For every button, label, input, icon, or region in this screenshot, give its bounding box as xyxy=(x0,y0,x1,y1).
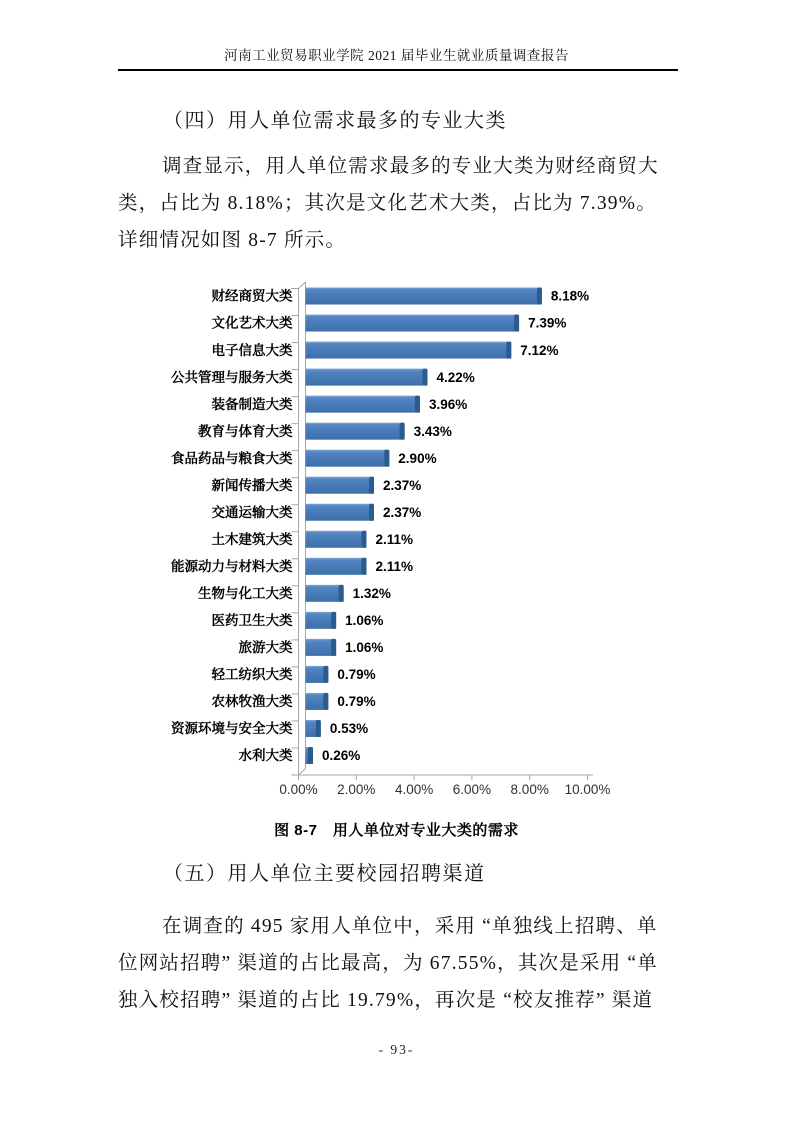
chart-category-label: 旅游大类 xyxy=(238,640,293,656)
chart-category-label: 农林牧渔大类 xyxy=(211,694,293,710)
header-rule xyxy=(118,69,678,71)
chart-value-label: 2.37% xyxy=(382,477,422,493)
chart-value-label: 1.06% xyxy=(345,613,384,629)
chart-x-tick-label: 10.00% xyxy=(564,782,611,797)
chart-bar-cap xyxy=(323,666,328,683)
chart-bar xyxy=(306,504,374,521)
chart-axis-top-depth xyxy=(299,282,306,289)
chart-category-label: 医药卫生大类 xyxy=(211,613,293,629)
chart-bar xyxy=(306,558,367,575)
chart-bar-cap xyxy=(323,693,328,710)
demand-chart-svg xyxy=(160,276,638,816)
chart-value-label: 0.26% xyxy=(322,748,361,764)
chart-bar xyxy=(306,585,344,602)
chart-value-label: 3.96% xyxy=(428,396,468,412)
chart-bar xyxy=(306,342,512,359)
chart-category-label: 电子信息大类 xyxy=(211,342,293,358)
chart-value-label: 0.79% xyxy=(337,694,376,710)
chart-category-label: 财经商贸大类 xyxy=(211,288,293,304)
chart-bar-cap xyxy=(331,639,336,656)
chart-category-label: 资源环境与安全大类 xyxy=(171,721,293,737)
chart-bar-cap xyxy=(384,450,389,467)
paragraph-line: 类，占比为 8.18%；其次是文化艺术大类，占比为 7.39%。 xyxy=(118,193,657,214)
demand-bar-chart xyxy=(160,276,638,816)
paragraph-line: 在调查的 495 家用人单位中，采用 “单独线上招聘、单 xyxy=(162,916,658,937)
chart-category-label: 土木建筑大类 xyxy=(211,531,293,547)
page-number: - 93- xyxy=(378,1042,415,1057)
chart-bar-cap xyxy=(400,423,405,440)
chart-x-tick-label: 0.00% xyxy=(279,782,318,797)
chart-bar xyxy=(306,369,428,386)
chart-bar-cap xyxy=(514,315,519,332)
chart-category-label: 教育与体育大类 xyxy=(198,423,293,439)
chart-bar-cap xyxy=(369,504,374,521)
chart-value-label: 8.18% xyxy=(550,288,590,304)
chart-bar-cap xyxy=(339,585,344,602)
chart-x-tick-label: 4.00% xyxy=(394,782,434,797)
chart-bar-cap xyxy=(369,477,374,494)
chart-value-label: 1.32% xyxy=(352,586,391,602)
section-heading-4: （四）用人单位需求最多的专业大类 xyxy=(163,110,507,132)
paragraph-line: 位网站招聘” 渠道的占比最高，为 67.55%，其次是采用 “单 xyxy=(118,953,658,974)
chart-bar-cap xyxy=(537,288,542,305)
chart-bar xyxy=(306,531,367,548)
chart-value-label: 7.12% xyxy=(520,342,559,358)
chart-bar-cap xyxy=(361,558,366,575)
section5-paragraph xyxy=(118,908,683,1019)
chart-category-label: 文化艺术大类 xyxy=(211,315,293,331)
chart-value-label: 2.11% xyxy=(375,531,414,547)
chart-x-tick-label: 6.00% xyxy=(452,782,492,797)
chart-bar xyxy=(306,423,405,440)
chart-value-label: 0.53% xyxy=(329,721,369,737)
chart-bar xyxy=(306,288,542,305)
chart-category-label: 食品药品与粮食大类 xyxy=(171,450,293,466)
chart-category-label: 新闻传播大类 xyxy=(211,477,293,493)
chart-value-label: 4.22% xyxy=(436,369,475,385)
chart-bar xyxy=(306,477,374,494)
chart-bar-cap xyxy=(308,747,313,764)
figure-caption: 图 8-7 用人单位对专业大类的需求 xyxy=(274,822,519,839)
section-heading-5: （五）用人单位主要校园招聘渠道 xyxy=(163,863,486,885)
chart-category-label: 装备制造大类 xyxy=(211,396,293,412)
chart-bar xyxy=(306,396,420,413)
chart-category-label: 水利大类 xyxy=(238,748,293,764)
section4-paragraph xyxy=(118,148,683,259)
chart-value-label: 0.79% xyxy=(337,667,376,683)
chart-category-label: 交通运输大类 xyxy=(211,504,293,520)
chart-category-label: 能源动力与材料大类 xyxy=(171,558,293,574)
chart-bar-cap xyxy=(415,396,420,413)
chart-value-label: 2.37% xyxy=(382,504,422,520)
paragraph-line: 详细情况如图 8-7 所示。 xyxy=(118,230,347,251)
chart-value-label: 7.39% xyxy=(528,315,567,331)
paragraph-line: 调查显示，用人单位需求最多的专业大类为财经商贸大 xyxy=(162,156,659,177)
page-header-title: 河南工业贸易职业学院 2021 届毕业生就业质量调查报告 xyxy=(224,48,569,63)
chart-value-label: 3.43% xyxy=(413,423,452,439)
chart-bar-cap xyxy=(422,369,427,386)
chart-value-label: 2.90% xyxy=(398,450,437,466)
chart-bar-cap xyxy=(331,612,336,629)
chart-value-label: 1.06% xyxy=(345,640,384,656)
chart-category-label: 公共管理与服务大类 xyxy=(171,369,293,385)
chart-value-label: 2.11% xyxy=(375,558,414,574)
chart-category-label: 生物与化工大类 xyxy=(198,586,293,602)
chart-bar xyxy=(306,315,520,332)
chart-bar-cap xyxy=(316,720,321,737)
chart-bar-cap xyxy=(506,342,511,359)
chart-bar-cap xyxy=(361,531,366,548)
chart-category-label: 轻工纺织大类 xyxy=(211,667,293,683)
chart-x-tick-label: 2.00% xyxy=(337,782,376,797)
chart-x-tick-label: 8.00% xyxy=(510,782,549,797)
chart-bar xyxy=(306,450,390,467)
chart-axis-bottom-depth xyxy=(299,769,306,776)
paragraph-line: 独入校招聘” 渠道的占比 19.79%，再次是 “校友推荐” 渠道 xyxy=(118,990,654,1011)
